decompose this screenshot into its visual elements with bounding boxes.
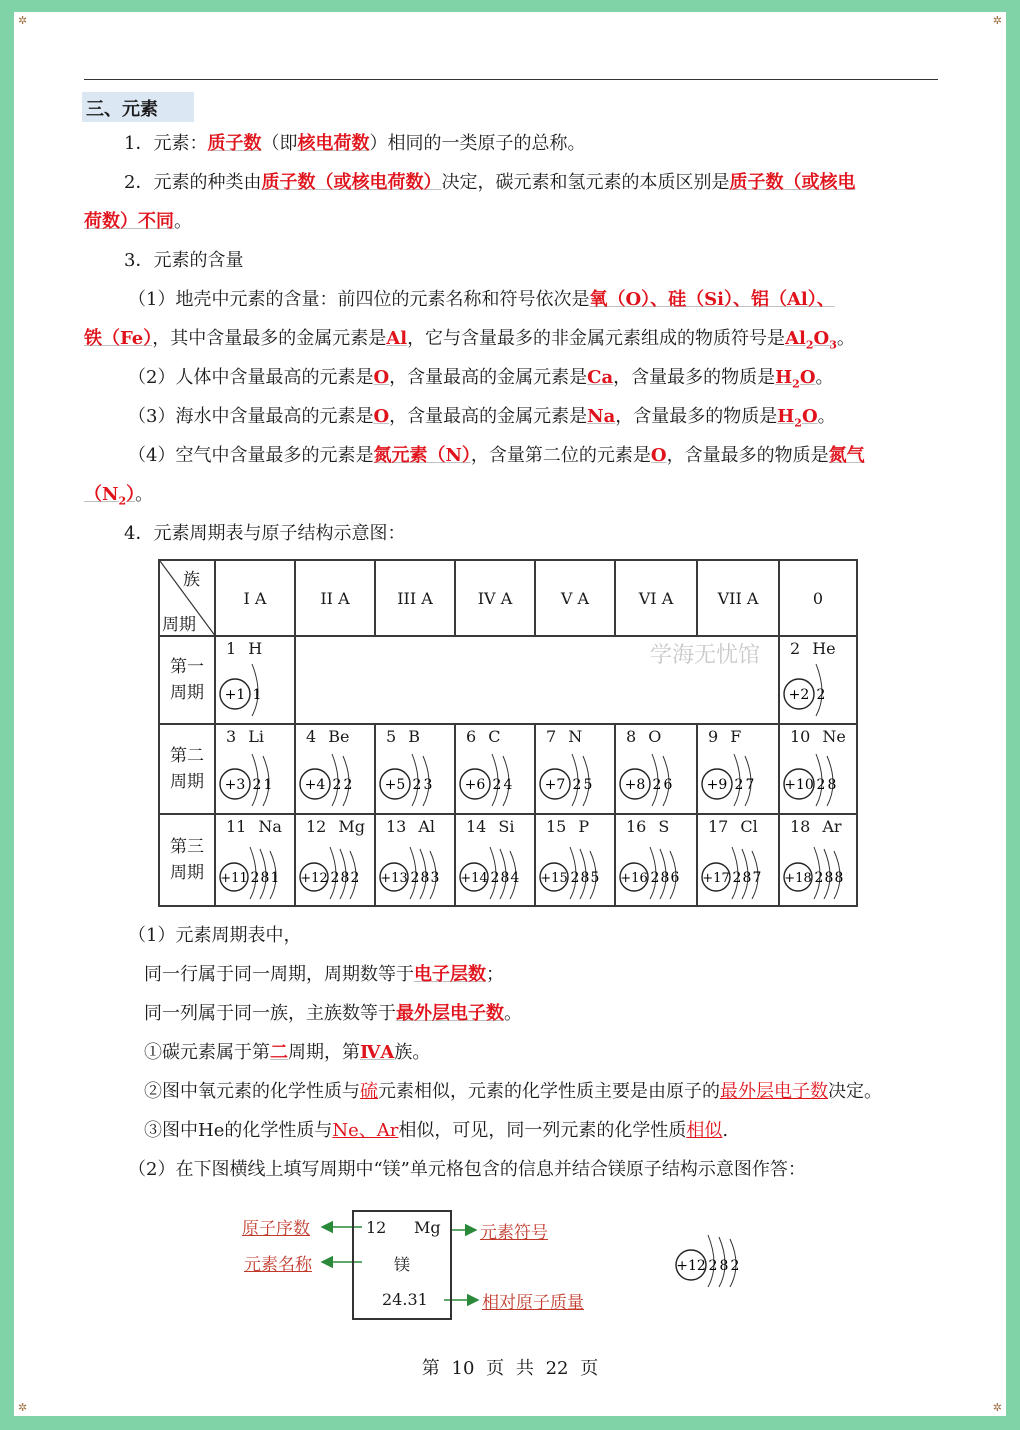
corner-ornament: ✲ [18, 14, 28, 27]
atomic-number: 13 [386, 817, 407, 836]
nucleus-charge: +12 [300, 871, 328, 886]
shell-electron-count: 8 [834, 870, 844, 886]
shell-electron-count: 2 [252, 777, 262, 793]
atomic-number: 12 [306, 817, 327, 836]
atomic-number: 3 [226, 727, 237, 746]
paragraph-3-2: （2）人体中含量最高的元素是O，含量最高的金属元素是Ca，含量最多的物质是$H_2O$。 [128, 367, 834, 391]
shell-electron-count: 2 [490, 870, 500, 886]
paragraph-4: 4．元素周期表与原子结构示意图： [124, 523, 406, 544]
shell-electron-count: 8 [827, 777, 837, 793]
atomic-number: 1 [226, 639, 237, 658]
shell-electron-count: 8 [824, 870, 834, 886]
question-1b: 同一列属于同一族，主族数等于最外层电子数。 [144, 1003, 522, 1024]
shell-electron-count: 2 [330, 870, 340, 886]
shell-electron-count: 8 [580, 870, 590, 886]
watermark: 学海无忧馆 [650, 643, 761, 668]
atomic-number: 11 [226, 817, 247, 836]
element-symbol: Be [328, 727, 350, 746]
element-symbol: Li [248, 727, 264, 746]
shell-electron-count: 8 [420, 870, 430, 886]
group-header: V A [535, 560, 615, 636]
shell-electron-count: 2 [492, 777, 502, 793]
shell-electron-count: 2 [652, 777, 662, 793]
shell-electron-count: 2 [816, 777, 826, 793]
element-symbol: H [248, 639, 263, 658]
atom-structure-icon [674, 1224, 753, 1288]
question-1d: ②图中氧元素的化学性质与硫元素相似，元素的化学性质主要是由原子的最外层电子数决定。 [144, 1081, 882, 1102]
shell-electron-count: 6 [670, 870, 680, 886]
paragraph-3-1-cont: 铁（Fe），其中含量最多的金属元素是Al，它与含量最多的非金属元素组成的物质符号是$Al_2O_3$。 [84, 328, 855, 352]
section-title: 三、元素 [82, 92, 194, 122]
group-header: II A [295, 560, 375, 636]
shell-electron-count: 8 [660, 870, 670, 886]
element-symbol: O [648, 727, 662, 746]
mg-mass: 24.31 [382, 1290, 428, 1309]
atomic-number: 15 [546, 817, 567, 836]
atomic-number: 9 [708, 727, 719, 746]
shell-electron-count: 2 [734, 777, 744, 793]
paragraph-1: 1．元素：质子数（即核电荷数）相同的一类原子的总称。 [124, 133, 586, 154]
question-1c: ①碳元素属于第二周期，第ⅣA族。 [144, 1042, 431, 1063]
element-symbol: N [568, 727, 583, 746]
nucleus-charge: +16 [620, 871, 648, 886]
atomic-number: 8 [626, 727, 637, 746]
atomic-number: 2 [790, 639, 801, 658]
shell-electron-count: 2 [816, 687, 826, 703]
shell-electron-count: 2 [708, 1258, 718, 1274]
shell-electron-count: 1 [263, 777, 273, 793]
mg-atom-diagram [674, 1224, 753, 1292]
nucleus-charge: +18 [784, 871, 812, 886]
element-symbol: S [658, 817, 670, 836]
atomic-number: 4 [306, 727, 317, 746]
atomic-number: 6 [466, 727, 477, 746]
shell-electron-count: 5 [590, 870, 600, 886]
shell-electron-count: 2 [332, 777, 342, 793]
element-symbol: Ne [822, 727, 846, 746]
nucleus-charge: +4 [304, 777, 326, 793]
mg-arrows [14, 12, 1006, 1416]
shell-electron-count: 3 [423, 777, 433, 793]
mg-element-cell [352, 1210, 452, 1320]
element-symbol: B [408, 727, 420, 746]
element-symbol: Si [498, 817, 515, 836]
nucleus-charge: +14 [460, 871, 488, 886]
shell-electron-count: 1 [270, 870, 280, 886]
shell-electron-count: 7 [745, 777, 755, 793]
mg-number: 12 [366, 1218, 387, 1237]
shell-electron-count: 2 [650, 870, 660, 886]
shell-electron-count: 2 [343, 777, 353, 793]
question-1e: ③图中He的化学性质与Ne、Ar相似，可见，同一列元素的化学性质相似. [144, 1120, 729, 1141]
group-axis-label: 族 [183, 570, 200, 590]
nucleus-charge: +5 [384, 777, 406, 793]
nucleus-charge: +8 [624, 777, 646, 793]
atomic-number: 14 [466, 817, 487, 836]
shell-electron-count: 2 [410, 870, 420, 886]
element-symbol: P [578, 817, 590, 836]
shell-electron-count: 5 [583, 777, 593, 793]
shell-electron-count: 2 [732, 870, 742, 886]
label-element-symbol: 元素符号 [480, 1223, 548, 1243]
atomic-number: 7 [546, 727, 557, 746]
shell-electron-count: 8 [742, 870, 752, 886]
label-atomic-mass: 相对原子质量 [482, 1293, 584, 1313]
nucleus-charge: +1 [224, 687, 246, 703]
corner-ornament: ✲ [992, 14, 1002, 27]
group-header: IV A [455, 560, 535, 636]
element-symbol: Al [418, 817, 436, 836]
question-1: （1）元素周期表中， [128, 925, 302, 946]
paragraph-3-4-cont: $(N_2)$。 [84, 484, 154, 508]
paragraph-3-1: （1）地壳中元素的含量：前四位的元素名称和符号依次是氧（O）、硅（Si）、铝（Al）、 [128, 289, 835, 310]
group-header: VI A [615, 560, 697, 636]
paragraph-2-cont: 荷数）不同。 [84, 211, 192, 232]
atomic-number: 18 [790, 817, 811, 836]
paragraph-2: 2．元素的种类由质子数（或核电荷数）决定，碳元素和氢元素的本质区别是质子数（或核电 [124, 172, 856, 193]
question-2: （2）在下图横线上填写周期中“镁”单元格包含的信息并结合镁原子结构示意图作答： [128, 1159, 806, 1180]
element-symbol: Cl [740, 817, 758, 836]
shell-electron-count: 2 [570, 870, 580, 886]
nucleus-charge: +11 [220, 871, 248, 886]
paragraph-3: 3．元素的含量 [124, 250, 244, 271]
shell-electron-count: 2 [350, 870, 360, 886]
shell-electron-count: 6 [663, 777, 673, 793]
shell-electron-count: 8 [719, 1258, 729, 1274]
label-atomic-number: 原子序数 [242, 1219, 310, 1239]
period-label: 第三 周期 [159, 814, 215, 906]
atomic-number: 17 [708, 817, 729, 836]
paragraph-3-3: （3）海水中含量最高的元素是O，含量最高的金属元素是Na，含量最多的物质是$H_2O$。 [128, 406, 836, 430]
nucleus-charge: +9 [706, 777, 728, 793]
element-symbol: Mg [338, 817, 365, 836]
shell-electron-count: 2 [250, 870, 260, 886]
page-footer: 第 10 页 共 22 页 [421, 1358, 599, 1379]
period-axis-label: 周期 [162, 615, 196, 635]
question-1a: 同一行属于同一周期，周期数等于电子层数； [144, 964, 504, 985]
element-symbol: Na [258, 817, 282, 836]
period-label: 第二 周期 [159, 724, 215, 814]
atomic-number: 5 [386, 727, 397, 746]
mg-symbol: Mg [414, 1218, 441, 1237]
nucleus-charge: +7 [544, 777, 566, 793]
nucleus-charge: +13 [380, 871, 408, 886]
paragraph-3-4: （4）空气中含量最多的元素是氮元素（N），含量第二位的元素是O，含量最多的物质是氮气 [128, 445, 865, 466]
group-header: 0 [779, 560, 857, 636]
nucleus-charge: +2 [788, 687, 810, 703]
corner-ornament: ✲ [992, 1401, 1002, 1414]
nucleus-charge: +10 [784, 777, 814, 793]
shell-electron-count: 4 [503, 777, 513, 793]
element-symbol: F [730, 727, 742, 746]
shell-electron-count: 7 [752, 870, 762, 886]
nucleus-charge: +17 [702, 871, 730, 886]
shell-electron-count: 8 [340, 870, 350, 886]
document-page [14, 12, 1006, 1416]
shell-electron-count: 4 [510, 870, 520, 886]
group-header: III A [375, 560, 455, 636]
shell-electron-count: 8 [500, 870, 510, 886]
element-symbol: Ar [822, 817, 842, 836]
shell-electron-count: 2 [412, 777, 422, 793]
period-label: 第一 周期 [159, 636, 215, 724]
element-symbol: He [812, 639, 836, 658]
shell-electron-count: 2 [814, 870, 824, 886]
atomic-number: 16 [626, 817, 647, 836]
shell-electron-count: 3 [430, 870, 440, 886]
group-header: I A [215, 560, 295, 636]
atomic-number: 10 [790, 727, 811, 746]
label-element-name: 元素名称 [244, 1255, 312, 1275]
corner-ornament: ✲ [18, 1401, 28, 1414]
mg-name: 镁 [394, 1255, 411, 1274]
shell-electron-count: 2 [730, 1258, 740, 1274]
nucleus-charge: +6 [464, 777, 486, 793]
shell-electron-count: 8 [260, 870, 270, 886]
nucleus-charge: +12 [676, 1258, 706, 1274]
shell-electron-count: 2 [572, 777, 582, 793]
element-symbol: C [488, 727, 501, 746]
group-header: VII A [697, 560, 779, 636]
shell-electron-count: 1 [252, 687, 262, 703]
nucleus-charge: +3 [224, 777, 246, 793]
nucleus-charge: +15 [540, 871, 568, 886]
